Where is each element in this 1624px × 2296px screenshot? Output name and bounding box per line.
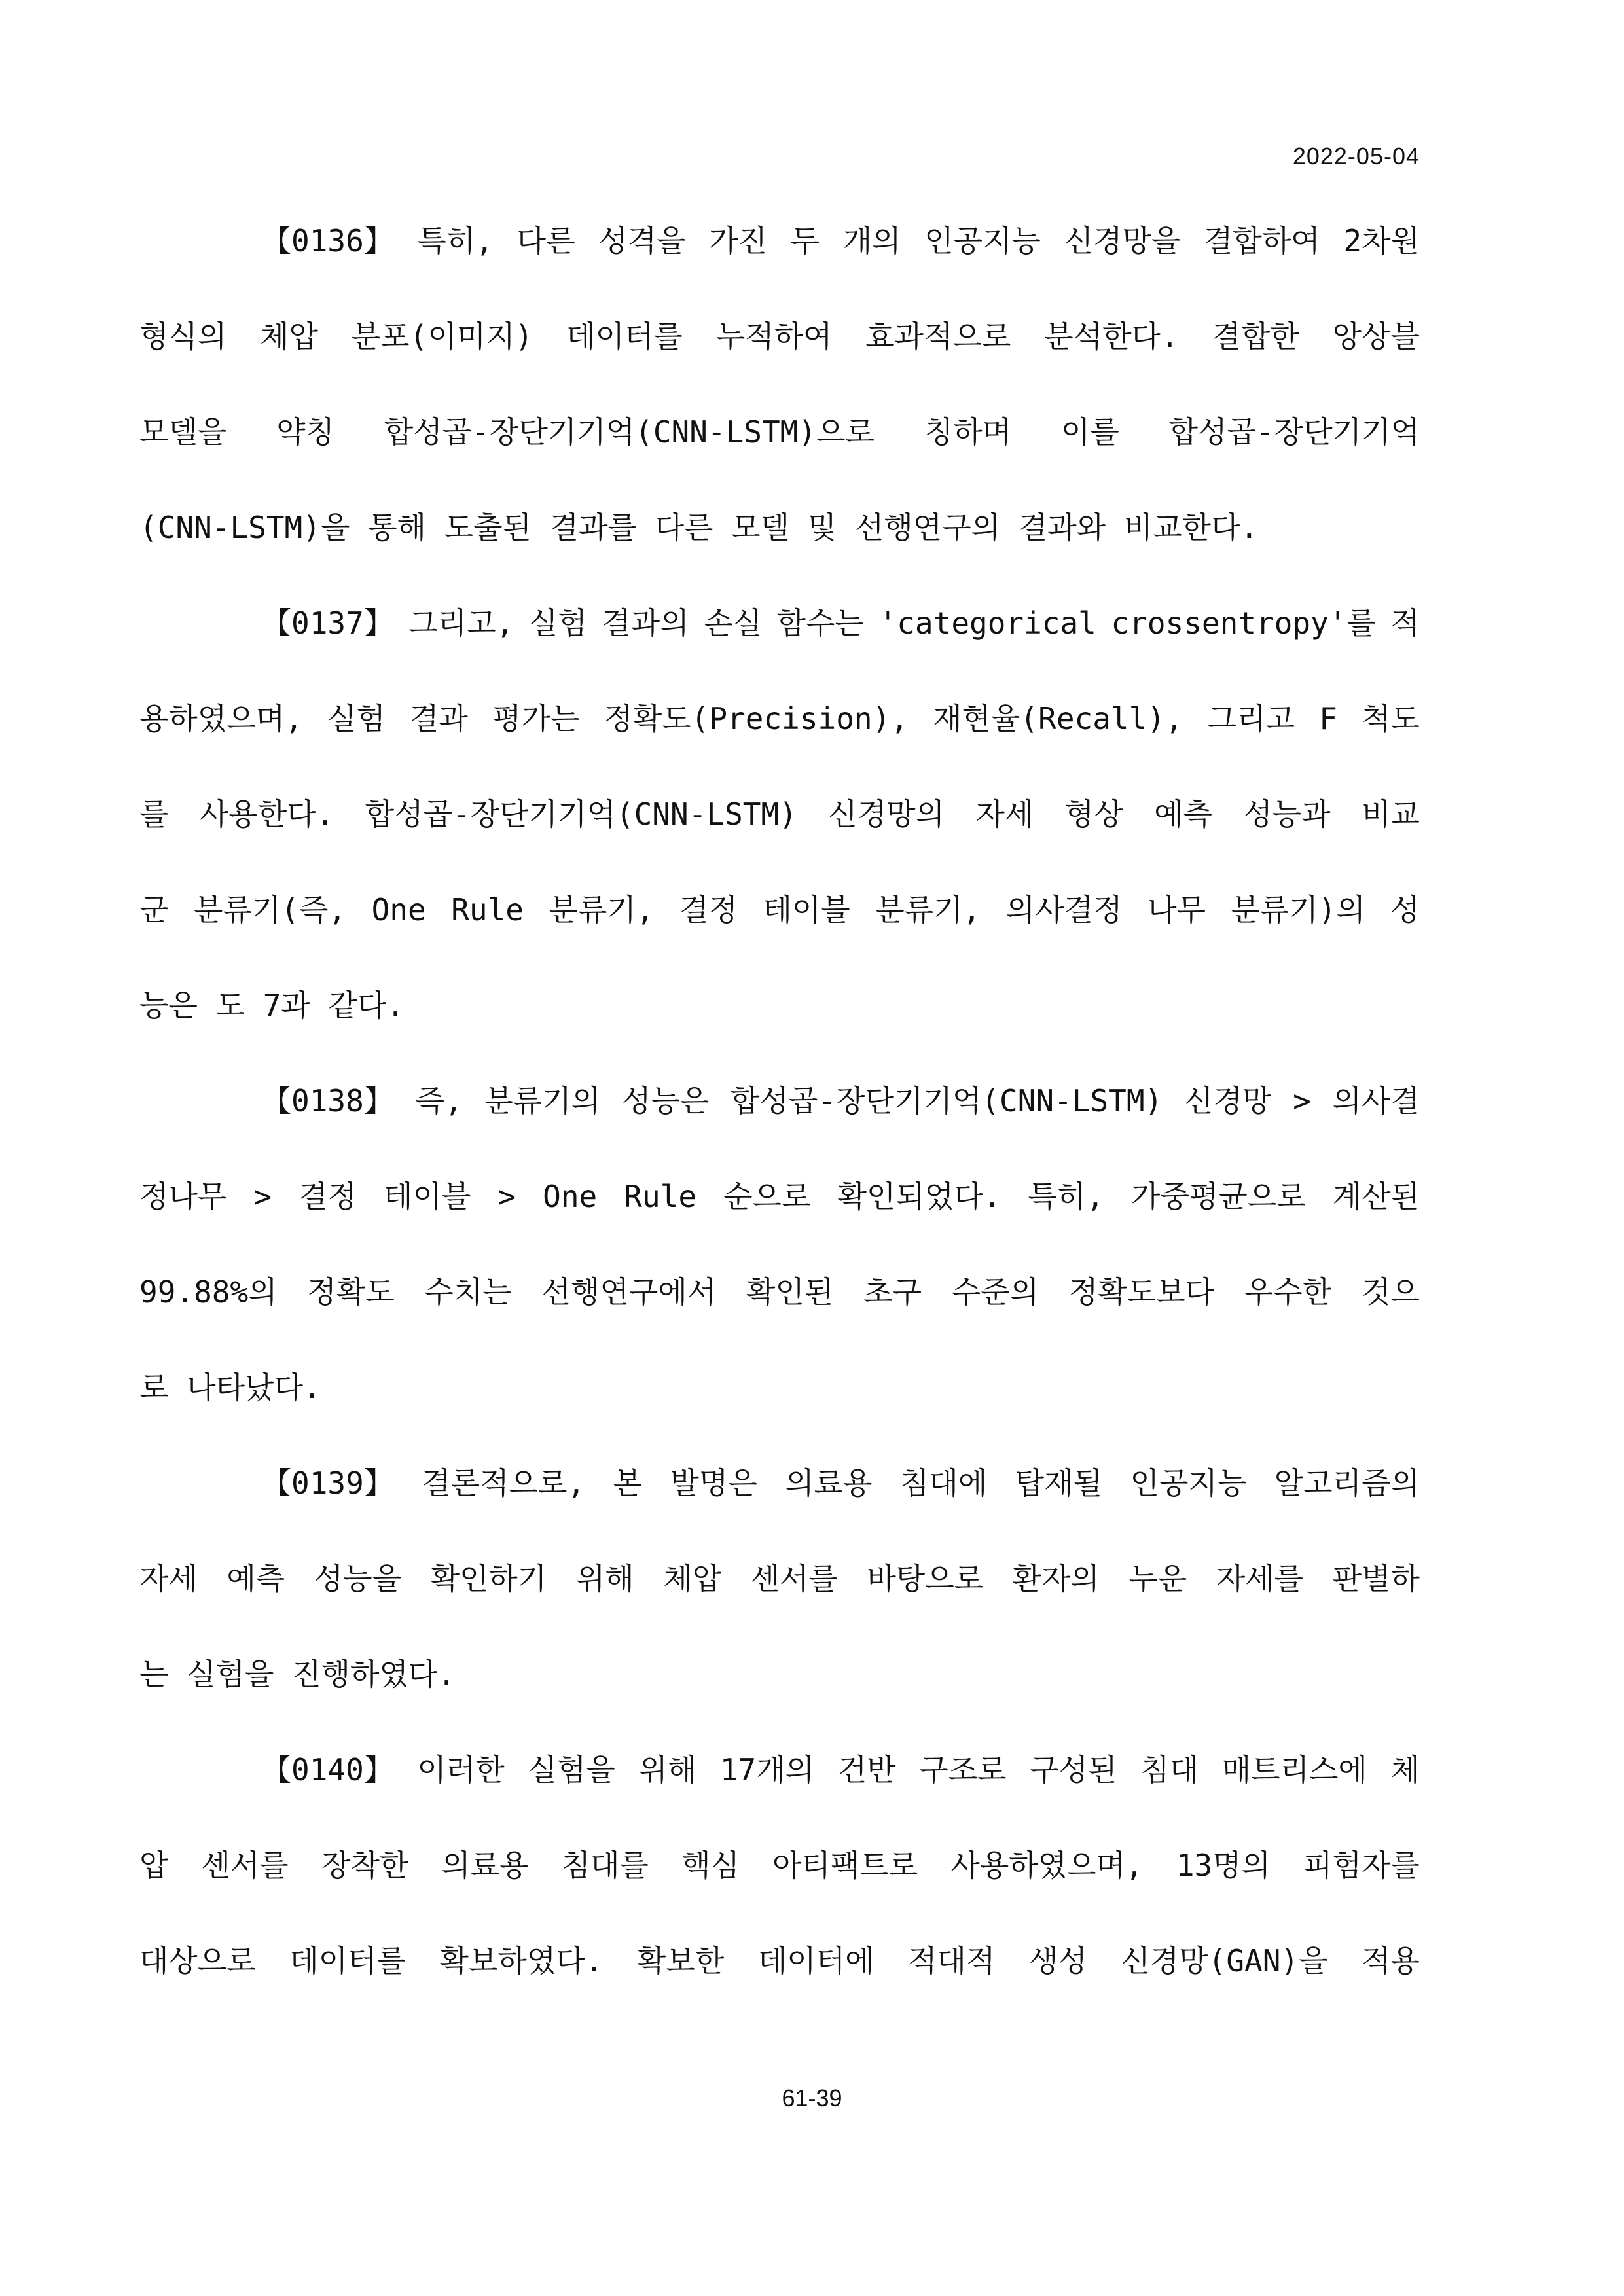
- word: 결정: [679, 892, 738, 927]
- word: 분석한다.: [1044, 319, 1179, 354]
- word: 피험자를: [1303, 1848, 1420, 1883]
- word: 우수한: [1244, 1274, 1332, 1310]
- word: 사용하였으며,: [950, 1848, 1144, 1883]
- word: 센서를: [201, 1848, 289, 1883]
- word: 장착한: [321, 1848, 409, 1883]
- word: 수치는: [424, 1274, 512, 1310]
- word: 확보하였다.: [439, 1943, 604, 1979]
- word: 가중평균으로: [1131, 1179, 1306, 1214]
- word: 성능을: [314, 1561, 402, 1596]
- word: One: [371, 892, 426, 927]
- word: 침대에: [899, 1465, 988, 1501]
- text-line: [139, 1081, 1420, 1177]
- word: 의사결정: [1005, 892, 1123, 927]
- word: 예측: [226, 1561, 285, 1596]
- word: 평가는: [492, 701, 580, 736]
- word: 약칭: [276, 414, 335, 450]
- text-line: 는 실험을 진행하였다.: [139, 1657, 456, 1692]
- paragraph-0138: [139, 1081, 1420, 1463]
- document-date: 2022-05-04: [1292, 143, 1420, 170]
- word: 수준의: [951, 1274, 1039, 1310]
- word: 의료용: [441, 1848, 529, 1883]
- word: 효과적으로: [865, 319, 1011, 354]
- word: 성격을: [598, 223, 686, 259]
- word: 대상으로: [139, 1943, 256, 1979]
- word: 사용한다.: [199, 797, 334, 832]
- word: 결합하여: [1204, 223, 1320, 259]
- word: 발명은: [670, 1465, 757, 1501]
- text-line: [139, 699, 1420, 795]
- word: >: [1293, 1083, 1311, 1119]
- word: 확인하기: [430, 1561, 547, 1596]
- word: 체압: [663, 1561, 722, 1596]
- word: 를: [139, 797, 169, 832]
- word: 손실: [704, 605, 763, 641]
- paragraph-0140: [139, 1750, 1420, 2037]
- word: 본: [613, 1465, 642, 1501]
- word: 그리고,: [408, 605, 514, 641]
- word: 이를: [1061, 414, 1119, 450]
- word: 합성곱-장단기기억(CNN-LSTM): [365, 797, 797, 832]
- word: 형상: [1064, 797, 1123, 832]
- word: 압: [139, 1848, 169, 1883]
- text-line: [139, 1750, 1420, 1846]
- word: 두: [790, 223, 820, 259]
- word: 바탕으로: [867, 1561, 984, 1596]
- word: 위해: [638, 1752, 697, 1787]
- word: 누적하여: [715, 319, 833, 354]
- word: 13명의: [1176, 1848, 1271, 1883]
- word: 신경망의: [828, 797, 945, 832]
- word: 판별하: [1332, 1561, 1420, 1596]
- word: 센서를: [750, 1561, 838, 1596]
- word: 침대를: [561, 1848, 649, 1883]
- word: 환자의: [1012, 1561, 1100, 1596]
- word: 자세: [139, 1561, 198, 1596]
- word: >: [497, 1179, 516, 1214]
- word: 확인되었다.: [837, 1179, 1001, 1214]
- word: 의료용: [785, 1465, 873, 1501]
- word: 적대적: [908, 1943, 996, 1979]
- word: 의사결: [1332, 1083, 1420, 1119]
- word: 'categorical: [878, 605, 1096, 641]
- word: 분류기,: [875, 892, 981, 927]
- word: 테이블: [763, 892, 850, 927]
- word: 신경망을: [1064, 223, 1181, 259]
- word: 【0139】: [261, 1465, 394, 1501]
- word: 성능과: [1243, 797, 1331, 832]
- text-line: [139, 1463, 1420, 1559]
- text-line: 로 나타났다.: [139, 1370, 321, 1405]
- word: 칭하며: [924, 414, 1012, 450]
- word: 비교: [1362, 797, 1420, 832]
- word: 구조로: [919, 1752, 1007, 1787]
- word: 정확도보다: [1068, 1274, 1215, 1310]
- word: 함수는: [776, 605, 864, 641]
- text-line: [139, 412, 1420, 508]
- word: 결과의: [602, 605, 689, 641]
- page-number: 61-39: [782, 2085, 842, 2111]
- word: F: [1319, 701, 1337, 736]
- word: 형식의: [139, 319, 227, 354]
- text-line: [139, 1846, 1420, 1941]
- word: 신경망: [1184, 1083, 1272, 1119]
- word: 분류기)의: [1231, 892, 1365, 927]
- word: 정확도: [307, 1274, 395, 1310]
- word: 【0138】: [261, 1083, 394, 1119]
- word: 데이터를: [566, 319, 683, 354]
- word: 정확도(Precision),: [604, 701, 909, 736]
- word: 건반: [837, 1752, 896, 1787]
- word: 실험: [528, 605, 587, 641]
- word: 정나무: [139, 1179, 227, 1214]
- paragraph-0136: [139, 221, 1420, 603]
- word: 이러한: [417, 1752, 505, 1787]
- word: 인공지능: [1130, 1465, 1247, 1501]
- word: 분류기,: [549, 892, 655, 927]
- text-line: [139, 890, 1420, 986]
- word: 결과: [409, 701, 468, 736]
- word: 군: [139, 892, 169, 927]
- text-line: [139, 1177, 1420, 1272]
- text-line: [139, 795, 1420, 890]
- word: 실험을: [528, 1752, 615, 1787]
- word: 분류기의: [484, 1083, 601, 1119]
- word: 테이블: [384, 1179, 471, 1214]
- word: 성: [1390, 892, 1420, 927]
- word: 다른: [516, 223, 575, 259]
- word: 예측: [1154, 797, 1212, 832]
- word: 적용: [1362, 1943, 1420, 1979]
- word: 순으로: [723, 1179, 811, 1214]
- word: 생성: [1028, 1943, 1087, 1979]
- word: 분류기(즉,: [193, 892, 347, 927]
- word: 선행연구에서: [541, 1274, 717, 1310]
- word: 결정: [298, 1179, 357, 1214]
- word: 그리고: [1207, 701, 1295, 736]
- word: 나무: [1147, 892, 1206, 927]
- word: 개의: [842, 223, 901, 259]
- word: 것으: [1362, 1274, 1420, 1310]
- word: 분포(이미지): [351, 319, 533, 354]
- word: 계산된: [1332, 1179, 1420, 1214]
- word: 모델을: [139, 414, 227, 450]
- text-line: [139, 1941, 1420, 2037]
- word: 용하였으며,: [139, 701, 303, 736]
- word: One: [543, 1179, 598, 1214]
- word: 성능은: [622, 1083, 710, 1119]
- word: 【0136】: [261, 223, 394, 259]
- word: >: [253, 1179, 272, 1214]
- word: 특히,: [1028, 1179, 1104, 1214]
- word: 자세를: [1216, 1561, 1304, 1596]
- word: 데이터를: [289, 1943, 406, 1979]
- word: 인공지능: [924, 223, 1041, 259]
- word: 데이터에: [757, 1943, 875, 1979]
- word: 결합한: [1212, 319, 1299, 354]
- word: 재현율(Recall),: [933, 701, 1183, 736]
- word: Rule: [451, 892, 524, 927]
- word: 침대: [1140, 1752, 1199, 1787]
- word: 합성곱-장단기기억(CNN-LSTM)으로: [384, 414, 875, 450]
- text-line: (CNN-LSTM)을 통해 도출된 결과를 다른 모델 및 선행연구의 결과와 비교한다.: [139, 510, 1259, 545]
- word: 신경망(GAN)을: [1121, 1943, 1328, 1979]
- word: Rule: [624, 1179, 697, 1214]
- text-line: [139, 1272, 1420, 1368]
- word: 가진: [709, 223, 767, 259]
- word: 초구: [863, 1274, 922, 1310]
- word: 확인된: [746, 1274, 834, 1310]
- word: 자세: [975, 797, 1034, 832]
- paragraph-0139: [139, 1463, 1420, 1750]
- word: 합성곱-장단기기억: [1168, 414, 1420, 450]
- word: 합성곱-장단기기억(CNN-LSTM): [731, 1083, 1163, 1119]
- word: 17개의: [719, 1752, 815, 1787]
- word: 【0140】: [261, 1752, 394, 1787]
- word: 위해: [575, 1561, 634, 1596]
- word: 탑재될: [1015, 1465, 1103, 1501]
- word: 즉,: [415, 1083, 463, 1119]
- text-line: [139, 603, 1420, 699]
- paragraph-0137: [139, 603, 1420, 1081]
- word: 앙상블: [1332, 319, 1420, 354]
- word: 【0137】: [261, 605, 394, 641]
- word: 특히,: [417, 223, 494, 259]
- document-body: [139, 221, 1420, 2037]
- word: 결론적으로,: [422, 1465, 586, 1501]
- word: crossentropy'를: [1111, 605, 1376, 641]
- word: 체압: [260, 319, 318, 354]
- text-line: [139, 221, 1420, 317]
- word: 매트리스에: [1221, 1752, 1367, 1787]
- text-line: [139, 317, 1420, 412]
- word: 아티팩트로: [772, 1848, 918, 1883]
- text-line: [139, 1559, 1420, 1655]
- word: 핵심: [681, 1848, 740, 1883]
- text-line: 능은 도 7과 같다.: [139, 988, 405, 1023]
- word: 구성된: [1030, 1752, 1117, 1787]
- word: 확보한: [636, 1943, 725, 1979]
- word: 실험: [327, 701, 386, 736]
- word: 2차원: [1343, 223, 1420, 259]
- word: 적: [1390, 605, 1420, 641]
- word: 99.88%의: [139, 1274, 278, 1310]
- word: 척도: [1362, 701, 1420, 736]
- word: 누운: [1128, 1561, 1187, 1596]
- word: 체: [1390, 1752, 1420, 1787]
- word: 알고리즘의: [1274, 1465, 1420, 1501]
